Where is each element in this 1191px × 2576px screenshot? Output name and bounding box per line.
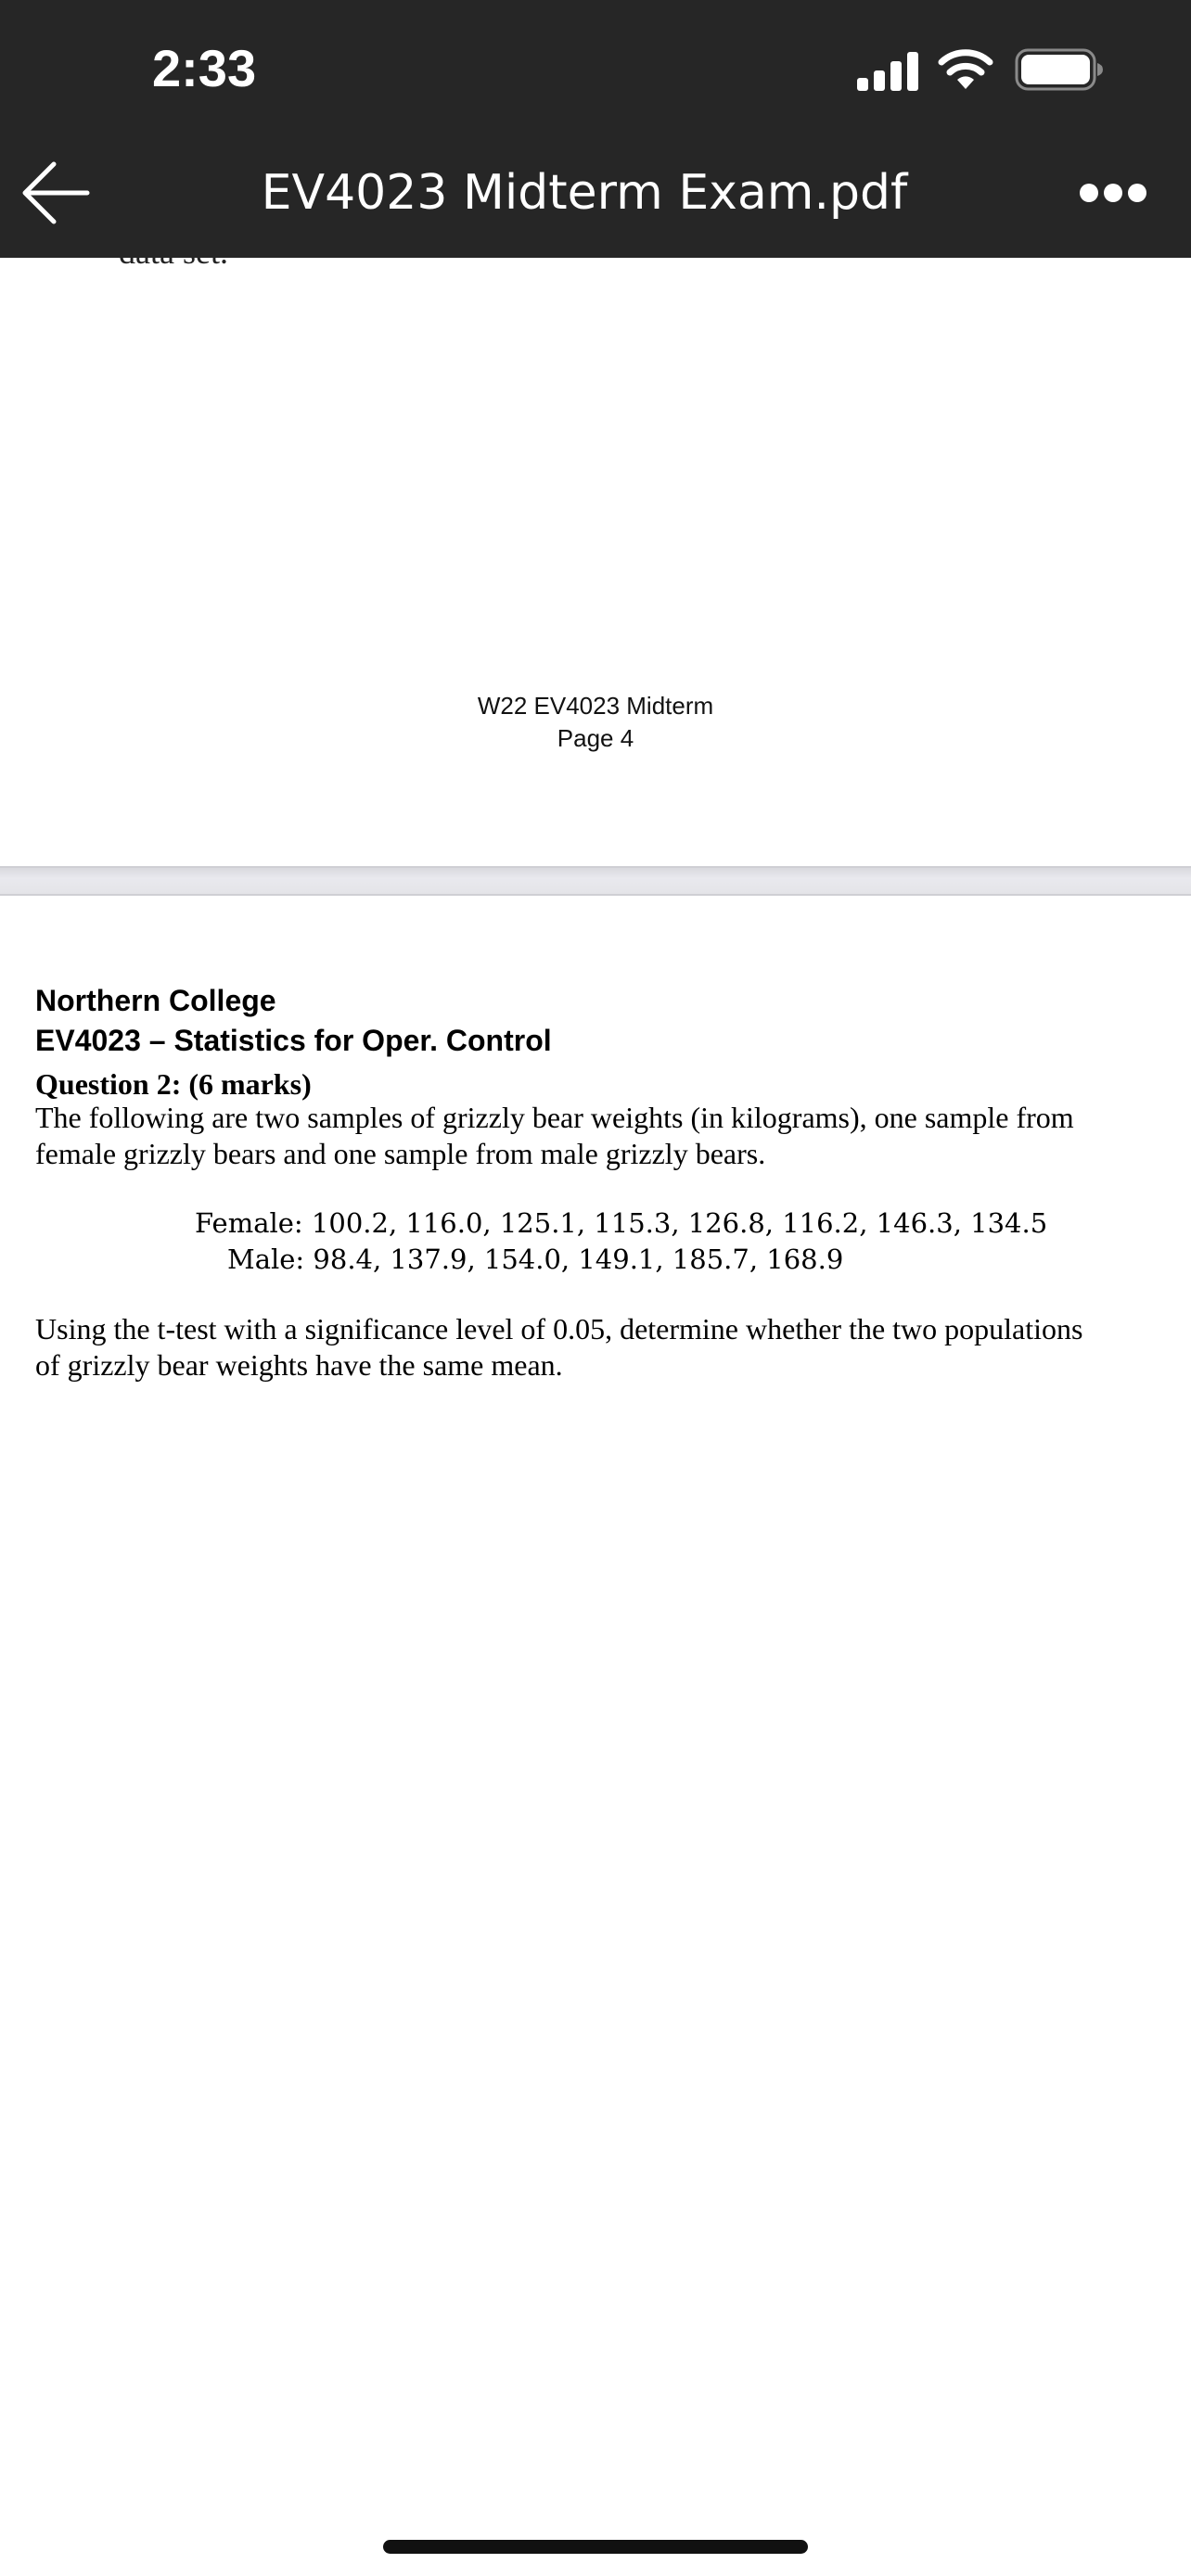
- course-title: EV4023 – Statistics for Oper. Control: [35, 1024, 552, 1057]
- question-intro: [35, 1100, 1167, 1172]
- wifi-icon: [937, 46, 994, 91]
- college-name: Northern College: [35, 984, 276, 1017]
- signal-icon: [857, 50, 920, 91]
- female-values: 100.2, 116.0, 125.1, 115.3, 126.8, 116.2, 146.3, 134.5: [311, 1207, 1048, 1239]
- more-options-button[interactable]: [1067, 163, 1159, 223]
- footer-exam-label: W22 EV4023 Midterm: [477, 692, 714, 720]
- back-button[interactable]: [17, 154, 95, 232]
- male-values: 98.4, 137.9, 154.0, 149.1, 185.7, 168.9: [313, 1243, 844, 1275]
- male-sample: [227, 1242, 843, 1277]
- instruction-line: of grizzly bear weights have the same mean.: [35, 1348, 563, 1382]
- battery-icon: [1015, 48, 1104, 91]
- more-dots-icon: [1078, 182, 1148, 204]
- female-label: Female:: [195, 1207, 303, 1239]
- top-bar: [0, 0, 1191, 258]
- male-label: Male:: [227, 1243, 305, 1275]
- female-sample: [195, 1205, 1047, 1241]
- status-time: 2:33: [152, 39, 257, 97]
- question-title: Question 2: (6 marks): [35, 1067, 312, 1101]
- back-arrow-icon: [20, 160, 91, 225]
- footer-page-number: Page 4: [557, 724, 634, 752]
- instruction-line: Using the t-test with a significance level of 0.05, determine whether the two populations: [35, 1312, 1083, 1345]
- page-footer: [0, 690, 1191, 755]
- intro-line: female grizzly bears and one sample from male grizzly bears.: [35, 1137, 766, 1170]
- question-instruction: [35, 1311, 1167, 1384]
- page-separator: [0, 866, 1191, 896]
- home-indicator[interactable]: [383, 2540, 808, 2554]
- intro-line: The following are two samples of grizzly bear weights (in kilograms), one sample from: [35, 1101, 1074, 1134]
- document-title: EV4023 Midterm Exam.pdf: [261, 165, 908, 221]
- pdf-page-5: [0, 896, 1191, 2576]
